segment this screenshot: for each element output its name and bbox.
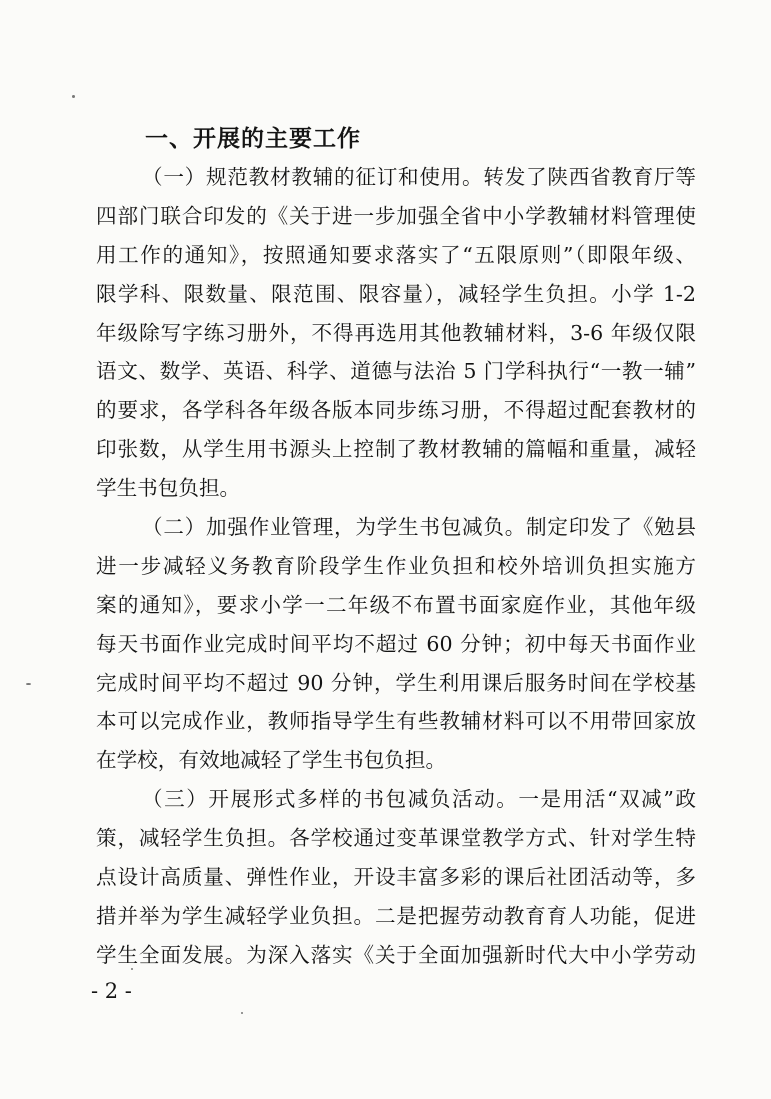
paragraph-3-line-3: 点设计高质量、弹性作业，开设丰富多彩的课后社团活动等，多 [96,865,696,890]
scan-speck [72,95,75,98]
paragraph-3-line-5: 学生全面发展。为深入落实《关于全面加强新时代大中小学劳动 [96,942,696,967]
paragraph-1-line-3: 用工作的通知》，按照通知要求落实了“五限原则”（即限年级、 [96,242,696,267]
page-number: - 2 - [91,979,132,1003]
body-text [96,158,696,975]
paragraph-1-line-1: （一）规范教材教辅的征订和使用。转发了陕西省教育厅等 [142,165,696,189]
paragraph-1-line-5: 年级除写字练习册外，不得再选用其他教辅材料，3-6 年级仅限 [96,320,696,345]
paragraph-1-line-9: 学生书包负担。 [96,476,241,501]
paragraph-2-line-1: （二）加强作业管理，为学生书包减负。制定印发了《勉县 [142,515,696,540]
paragraph-1-line-7: 的要求，各学科各年级各版本同步练习册，不得超过配套教材的 [96,398,696,423]
paragraph-1-line-6: 语文、数学、英语、科学、道德与法治 5 门学科执行“一教一辅” [96,359,696,384]
scan-speck [26,683,31,685]
paragraph-3-line-2: 策，减轻学生负担。各学校通过变革课堂教学方式、针对学生特 [96,826,696,851]
scan-speck [241,1012,243,1014]
paragraph-2-line-2: 进一步减轻义务教育阶段学生作业负担和校外培训负担实施方 [96,553,696,578]
paragraph-3-line-1: （三）开展形式多样的书包减负活动。一是用活“双减”政 [142,787,696,812]
section-heading: 一、开展的主要工作 [145,126,361,152]
paragraph-2-line-3: 案的通知》，要求小学一二年级不布置书面家庭作业，其他年级 [96,592,696,617]
scan-speck [131,968,133,970]
paragraph-1-line-4: 限学科、限数量、限范围、限容量），减轻学生负担。小学 1-2 [96,281,696,306]
paragraph-2-line-7: 在学校，有效地减轻了学生书包负担。 [96,748,447,773]
paragraph-2-line-5: 完成时间平均不超过 90 分钟，学生利用课后服务时间在学校基 [96,670,696,695]
paragraph-1-line-2: 四部门联合印发的《关于进一步加强全省中小学教辅材料管理使 [96,203,696,228]
paragraph-2-line-6: 本可以完成作业，教师指导学生有些教辅材料可以不用带回家放 [96,709,696,734]
paragraph-1-line-8: 印张数，从学生用书源头上控制了教材教辅的篇幅和重量，减轻 [96,437,696,462]
paragraph-2-line-4: 每天书面作业完成时间平均不超过 60 分钟；初中每天书面作业 [96,631,696,656]
paragraph-3-line-4: 措并举为学生减轻学业负担。二是把握劳动教育育人功能，促进 [96,903,696,928]
